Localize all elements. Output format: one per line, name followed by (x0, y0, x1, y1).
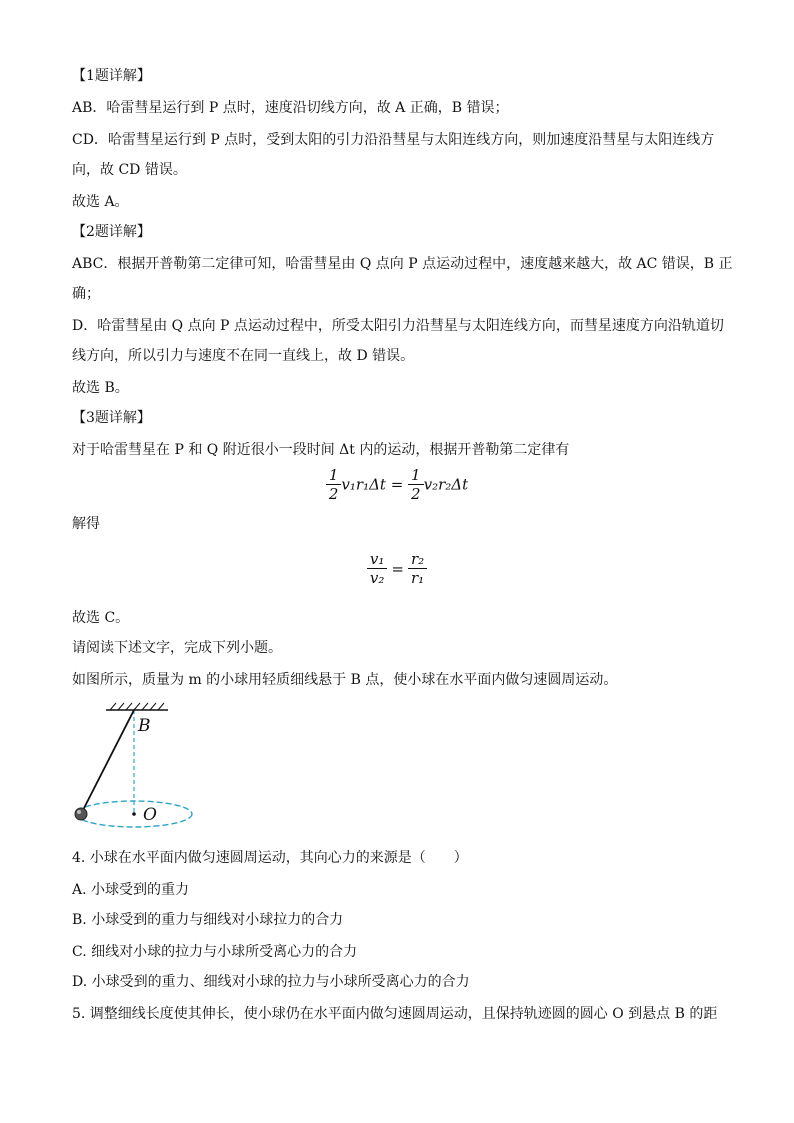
text-line: 线方向，所以引力与速度不在同一直线上，故 D 错误。 (72, 348, 415, 364)
ceiling-hatching (110, 703, 164, 710)
text-line: 确； (72, 286, 100, 302)
text-line: 故选 B。 (72, 380, 129, 396)
equation-term: v₂r₂Δt (423, 475, 469, 494)
label-o: O (143, 805, 157, 825)
option-d: D. 小球受到的重力、细线对小球的拉力与小球所受离心力的合力 (72, 974, 470, 990)
fraction: $\frac{\text{r₂}}{\text{r₁}}$ (408, 550, 427, 587)
text-line: AB．哈雷彗星运行到 P 点时，速度沿切线方向，故 A 正确，B 错误； (72, 100, 509, 116)
question-5: 5. 调整细线长度使其伸长，使小球仍在水平面内做匀速圆周运动，且保持轨迹圆的圆心 O 到悬点 B 的距 (72, 1006, 718, 1022)
text-line: CD．哈雷彗星运行到 P 点时，受到太阳的引力沿沿彗星与太阳连线方向，则加速度沿彗星与太阳连线方 (72, 132, 715, 148)
heading-q2: 【2题详解】 (72, 224, 151, 240)
text-line: 如图所示，质量为 m 的小球用轻质细线悬于 B 点，使小球在水平面内做匀速圆周运动。 (72, 672, 618, 688)
text-line: 解得 (72, 516, 100, 532)
string-line (81, 710, 134, 814)
option-a: A. 小球受到的重力 (72, 882, 190, 898)
equation-term: v₁r₁Δt = (341, 475, 409, 494)
text-line: ABC．根据开普勒第二定律可知，哈雷彗星由 Q 点向 P 点运动过程中，速度越来越大，故 AC 错误，B 正 (72, 256, 733, 272)
option-c: C. 细线对小球的拉力与小球所受离心力的合力 (72, 944, 358, 960)
text-line: 向，故 CD 错误。 (72, 162, 187, 178)
heading-q3: 【3题详解】 (72, 410, 151, 426)
equation-ratio (0, 550, 794, 587)
text-line: 故选 C。 (72, 610, 130, 626)
center-point (132, 812, 136, 816)
conical-pendulum-figure (68, 700, 208, 836)
heading-q1: 【1题详解】 (72, 68, 151, 84)
fraction: $\frac{1}{2}$ (408, 466, 424, 503)
text-line: 对于哈雷彗星在 P 和 Q 附近很小一段时间 Δt 内的运动，根据开普勒第二定律有 (72, 442, 570, 458)
ball (75, 808, 87, 820)
label-b: B (138, 716, 151, 736)
text-line: 请阅读下述文字，完成下列小题。 (72, 640, 282, 656)
option-b: B. 小球受到的重力与细线对小球拉力的合力 (72, 912, 344, 928)
text-line: 故选 A。 (72, 194, 129, 210)
equals-sign: = (391, 559, 404, 578)
equation-kepler (0, 466, 794, 503)
text-line: D．哈雷彗星由 Q 点向 P 点运动过程中，所受太阳引力沿彗星与太阳连线方向，而彗星速度方向沿轨道切 (72, 318, 724, 334)
fraction: $\frac{1}{2}$ (326, 466, 342, 503)
question-4: 4. 小球在水平面内做匀速圆周运动，其向心力的来源是（ ） (72, 850, 468, 866)
fraction: $\frac{\text{v₁}}{\text{v₂}}$ (367, 550, 388, 587)
